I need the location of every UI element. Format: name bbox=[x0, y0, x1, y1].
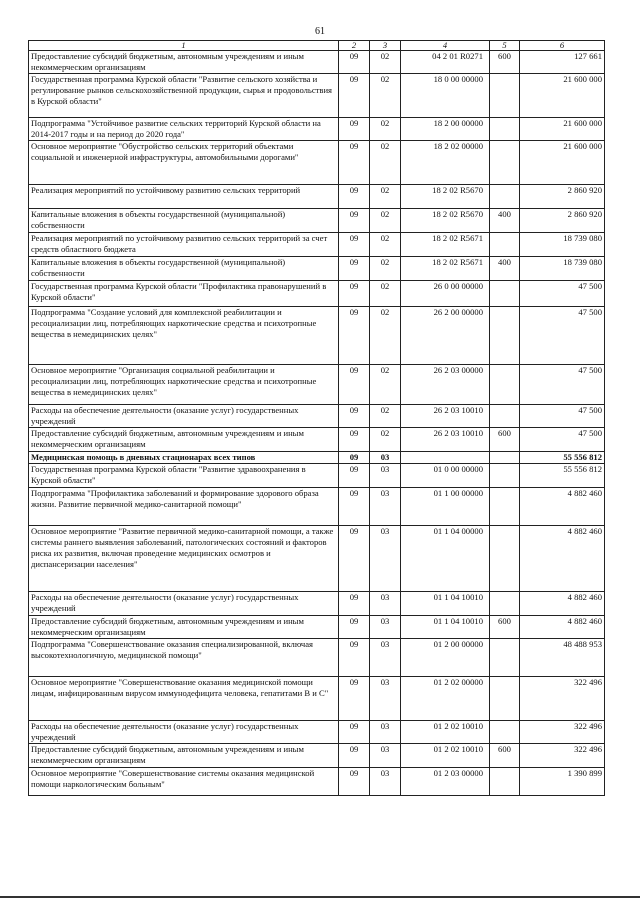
row-name: Предоставление субсидий бюджетным, автономным учреждениям и иным некоммерческим организациям bbox=[29, 428, 339, 452]
header-cell: 6 bbox=[520, 41, 605, 51]
row-target-article: 18 2 02 R5670 bbox=[401, 209, 490, 233]
page-number: 61 bbox=[315, 26, 325, 37]
table-row bbox=[29, 639, 605, 677]
header-cell: 1 bbox=[29, 41, 339, 51]
table-row bbox=[29, 744, 605, 768]
row-sum: 47 500 bbox=[520, 307, 605, 365]
row-subsection: 03 bbox=[370, 488, 401, 526]
row-name: Расходы на обеспечение деятельности (оказание услуг) государственных учреждений bbox=[29, 721, 339, 744]
table-row bbox=[29, 281, 605, 307]
row-target-article: 01 1 00 00000 bbox=[401, 488, 490, 526]
row-expense-type bbox=[490, 639, 520, 677]
row-section: 09 bbox=[339, 233, 370, 257]
row-section: 09 bbox=[339, 74, 370, 118]
row-target-article: 01 0 00 00000 bbox=[401, 464, 490, 488]
row-section: 09 bbox=[339, 118, 370, 141]
row-section: 09 bbox=[339, 209, 370, 233]
table-row bbox=[29, 768, 605, 796]
header-cell: 5 bbox=[490, 41, 520, 51]
row-name: Реализация мероприятий по устойчивому развитию сельских территорий bbox=[29, 185, 339, 209]
row-subsection: 03 bbox=[370, 744, 401, 768]
row-name: Подпрограмма "Создание условий для комплексной реабилитации и ресоциализации лиц, потребляющих наркотические средства и психотропные вещества в немедицинских целях" bbox=[29, 307, 339, 365]
row-sum: 4 882 460 bbox=[520, 526, 605, 592]
row-sum: 4 882 460 bbox=[520, 488, 605, 526]
row-name: Подпрограмма "Устойчивое развитие сельских территорий Курской области на 2014-2017 годы и на период до 2020 года" bbox=[29, 118, 339, 141]
row-name: Капитальные вложения в объекты государственной (муниципальной) собственности bbox=[29, 209, 339, 233]
row-target-article: 26 2 03 10010 bbox=[401, 428, 490, 452]
row-target-article: 01 2 02 00000 bbox=[401, 677, 490, 721]
row-target-article: 26 0 00 00000 bbox=[401, 281, 490, 307]
table-header-row bbox=[29, 41, 605, 51]
row-sum: 4 882 460 bbox=[520, 592, 605, 616]
row-subsection: 02 bbox=[370, 405, 401, 428]
row-sum: 4 882 460 bbox=[520, 616, 605, 639]
row-section: 09 bbox=[339, 744, 370, 768]
row-subsection: 03 bbox=[370, 768, 401, 796]
row-target-article: 18 2 02 00000 bbox=[401, 141, 490, 185]
row-sum: 2 860 920 bbox=[520, 185, 605, 209]
table-row bbox=[29, 74, 605, 118]
row-name: Предоставление субсидий бюджетным, автономным учреждениям и иным некоммерческим организациям bbox=[29, 51, 339, 74]
row-target-article: 18 2 02 R5671 bbox=[401, 257, 490, 281]
row-expense-type bbox=[490, 141, 520, 185]
row-sum: 322 496 bbox=[520, 721, 605, 744]
table-row bbox=[29, 185, 605, 209]
row-target-article: 04 2 01 R0271 bbox=[401, 51, 490, 74]
row-expense-type bbox=[490, 677, 520, 721]
row-sum: 21 600 000 bbox=[520, 118, 605, 141]
row-name: Расходы на обеспечение деятельности (оказание услуг) государственных учреждений bbox=[29, 592, 339, 616]
row-name: Государственная программа Курской области "Профилактика правонарушений в Курской области" bbox=[29, 281, 339, 307]
row-expense-type bbox=[490, 768, 520, 796]
row-target-article: 18 2 02 R5670 bbox=[401, 185, 490, 209]
row-section: 09 bbox=[339, 616, 370, 639]
table-row bbox=[29, 233, 605, 257]
row-sum: 21 600 000 bbox=[520, 74, 605, 118]
row-sum: 47 500 bbox=[520, 405, 605, 428]
row-subsection: 02 bbox=[370, 428, 401, 452]
row-sum: 47 500 bbox=[520, 428, 605, 452]
row-section: 09 bbox=[339, 639, 370, 677]
row-target-article: 01 2 02 10010 bbox=[401, 744, 490, 768]
row-expense-type bbox=[490, 405, 520, 428]
row-expense-type bbox=[490, 74, 520, 118]
row-target-article: 01 2 00 00000 bbox=[401, 639, 490, 677]
row-subsection: 03 bbox=[370, 721, 401, 744]
row-subsection: 03 bbox=[370, 592, 401, 616]
row-subsection: 03 bbox=[370, 639, 401, 677]
row-subsection: 02 bbox=[370, 281, 401, 307]
row-expense-type bbox=[490, 307, 520, 365]
row-expense-type: 400 bbox=[490, 209, 520, 233]
row-expense-type bbox=[490, 452, 520, 464]
budget-table bbox=[28, 40, 605, 796]
row-expense-type: 600 bbox=[490, 616, 520, 639]
row-target-article: 01 2 03 00000 bbox=[401, 768, 490, 796]
table-row bbox=[29, 464, 605, 488]
row-section: 09 bbox=[339, 526, 370, 592]
row-section: 09 bbox=[339, 721, 370, 744]
row-section: 09 bbox=[339, 257, 370, 281]
row-name: Расходы на обеспечение деятельности (оказание услуг) государственных учреждений bbox=[29, 405, 339, 428]
row-expense-type bbox=[490, 233, 520, 257]
row-sum: 127 661 bbox=[520, 51, 605, 74]
row-sum: 18 739 080 bbox=[520, 233, 605, 257]
row-name: Подпрограмма "Профилактика заболеваний и формирование здорового образа жизни. Развитие первичной медико-санитарной помощи" bbox=[29, 488, 339, 526]
row-name: Основное мероприятие "Развитие первичной медико-санитарной помощи, а также системы раннего выявления заболеваний, патологических состояний и факторов риска их развития, включая проведение медицинских осмотров и диспансеризации населения" bbox=[29, 526, 339, 592]
table-row bbox=[29, 428, 605, 452]
table-row bbox=[29, 488, 605, 526]
row-section: 09 bbox=[339, 141, 370, 185]
header-cell: 4 bbox=[401, 41, 490, 51]
row-section: 09 bbox=[339, 307, 370, 365]
row-target-article: 26 2 00 00000 bbox=[401, 307, 490, 365]
table-row bbox=[29, 118, 605, 141]
row-name: Реализация мероприятий по устойчивому развитию сельских территорий за счет средств областного бюджета bbox=[29, 233, 339, 257]
row-section: 09 bbox=[339, 768, 370, 796]
header-cell: 2 bbox=[339, 41, 370, 51]
table-row bbox=[29, 365, 605, 405]
table-row bbox=[29, 677, 605, 721]
row-name: Капитальные вложения в объекты государственной (муниципальной) собственности bbox=[29, 257, 339, 281]
row-sum: 55 556 812 bbox=[520, 452, 605, 464]
row-expense-type bbox=[490, 365, 520, 405]
header-cell: 3 bbox=[370, 41, 401, 51]
row-expense-type: 600 bbox=[490, 51, 520, 74]
row-section: 09 bbox=[339, 405, 370, 428]
row-name: Основное мероприятие "Совершенствование системы оказания медицинской помощи наркологическим больным" bbox=[29, 768, 339, 796]
table-row bbox=[29, 405, 605, 428]
row-section: 09 bbox=[339, 185, 370, 209]
row-expense-type bbox=[490, 488, 520, 526]
row-section: 09 bbox=[339, 677, 370, 721]
row-subsection: 03 bbox=[370, 464, 401, 488]
table-row bbox=[29, 526, 605, 592]
row-section: 09 bbox=[339, 51, 370, 74]
row-target-article: 01 1 04 00000 bbox=[401, 526, 490, 592]
row-expense-type bbox=[490, 464, 520, 488]
row-name: Государственная программа Курской области "Развитие здравоохранения в Курской области" bbox=[29, 464, 339, 488]
row-name: Предоставление субсидий бюджетным, автономным учреждениям и иным некоммерческим организациям bbox=[29, 616, 339, 639]
row-name: Предоставление субсидий бюджетным, автономным учреждениям и иным некоммерческим организациям bbox=[29, 744, 339, 768]
row-section: 09 bbox=[339, 488, 370, 526]
row-subsection: 02 bbox=[370, 233, 401, 257]
row-sum: 1 390 899 bbox=[520, 768, 605, 796]
table-row bbox=[29, 51, 605, 74]
row-target-article: 26 2 03 10010 bbox=[401, 405, 490, 428]
row-sum: 48 488 953 bbox=[520, 639, 605, 677]
row-subsection: 03 bbox=[370, 616, 401, 639]
row-subsection: 02 bbox=[370, 51, 401, 74]
row-section: 09 bbox=[339, 592, 370, 616]
row-sum: 47 500 bbox=[520, 281, 605, 307]
row-sum: 21 600 000 bbox=[520, 141, 605, 185]
row-expense-type: 600 bbox=[490, 744, 520, 768]
table-row bbox=[29, 592, 605, 616]
row-section: 09 bbox=[339, 464, 370, 488]
table-row bbox=[29, 452, 605, 464]
table-row bbox=[29, 257, 605, 281]
row-subsection: 02 bbox=[370, 74, 401, 118]
row-sum: 2 860 920 bbox=[520, 209, 605, 233]
row-subsection: 02 bbox=[370, 257, 401, 281]
row-expense-type bbox=[490, 185, 520, 209]
row-target-article: 01 1 04 10010 bbox=[401, 616, 490, 639]
row-section: 09 bbox=[339, 428, 370, 452]
row-expense-type bbox=[490, 721, 520, 744]
row-sum: 18 739 080 bbox=[520, 257, 605, 281]
row-expense-type bbox=[490, 281, 520, 307]
row-subsection: 02 bbox=[370, 118, 401, 141]
row-name: Государственная программа Курской области "Развитие сельского хозяйства и регулирование рынков сельскохозяйственной продукции, сырья и продовольствия в Курской области" bbox=[29, 74, 339, 118]
row-section: 09 bbox=[339, 281, 370, 307]
row-sum: 55 556 812 bbox=[520, 464, 605, 488]
row-subsection: 02 bbox=[370, 307, 401, 365]
row-target-article: 01 2 02 10010 bbox=[401, 721, 490, 744]
table-row bbox=[29, 209, 605, 233]
row-subsection: 02 bbox=[370, 141, 401, 185]
row-target-article: 01 1 04 10010 bbox=[401, 592, 490, 616]
row-subsection: 03 bbox=[370, 677, 401, 721]
row-target-article: 18 2 02 R5671 bbox=[401, 233, 490, 257]
row-target-article: 18 0 00 00000 bbox=[401, 74, 490, 118]
table-row bbox=[29, 616, 605, 639]
row-subsection: 03 bbox=[370, 452, 401, 464]
row-expense-type: 600 bbox=[490, 428, 520, 452]
row-name: Основное мероприятие "Совершенствование оказания медицинской помощи лицам, инфицированным вирусом иммунодефицита человека, гепатитами B и C" bbox=[29, 677, 339, 721]
row-name: Подпрограмма "Совершенствование оказания специализированной, включая высокотехнологичную, медицинской помощи" bbox=[29, 639, 339, 677]
row-target-article: 18 2 00 00000 bbox=[401, 118, 490, 141]
row-subsection: 02 bbox=[370, 365, 401, 405]
row-section: 09 bbox=[339, 452, 370, 464]
row-target-article: 26 2 03 00000 bbox=[401, 365, 490, 405]
row-expense-type bbox=[490, 592, 520, 616]
row-expense-type: 400 bbox=[490, 257, 520, 281]
row-sum: 322 496 bbox=[520, 744, 605, 768]
row-target-article bbox=[401, 452, 490, 464]
bottom-rule bbox=[0, 896, 640, 898]
row-expense-type bbox=[490, 118, 520, 141]
row-sum: 47 500 bbox=[520, 365, 605, 405]
row-subsection: 02 bbox=[370, 185, 401, 209]
table-row bbox=[29, 721, 605, 744]
row-name: Основное мероприятие "Обустройство сельских территорий объектами социальной и инженерной инфраструктуры, автомобильными дорогами" bbox=[29, 141, 339, 185]
row-name: Медицинская помощь в дневных стационарах всех типов bbox=[29, 452, 339, 464]
row-expense-type bbox=[490, 526, 520, 592]
table-row bbox=[29, 141, 605, 185]
row-subsection: 02 bbox=[370, 209, 401, 233]
row-name: Основное мероприятие "Организация социальной реабилитации и ресоциализации лиц, потребляющих наркотические средства и психотропные вещества в немедицинских целях" bbox=[29, 365, 339, 405]
table-row bbox=[29, 307, 605, 365]
row-subsection: 03 bbox=[370, 526, 401, 592]
row-section: 09 bbox=[339, 365, 370, 405]
row-sum: 322 496 bbox=[520, 677, 605, 721]
